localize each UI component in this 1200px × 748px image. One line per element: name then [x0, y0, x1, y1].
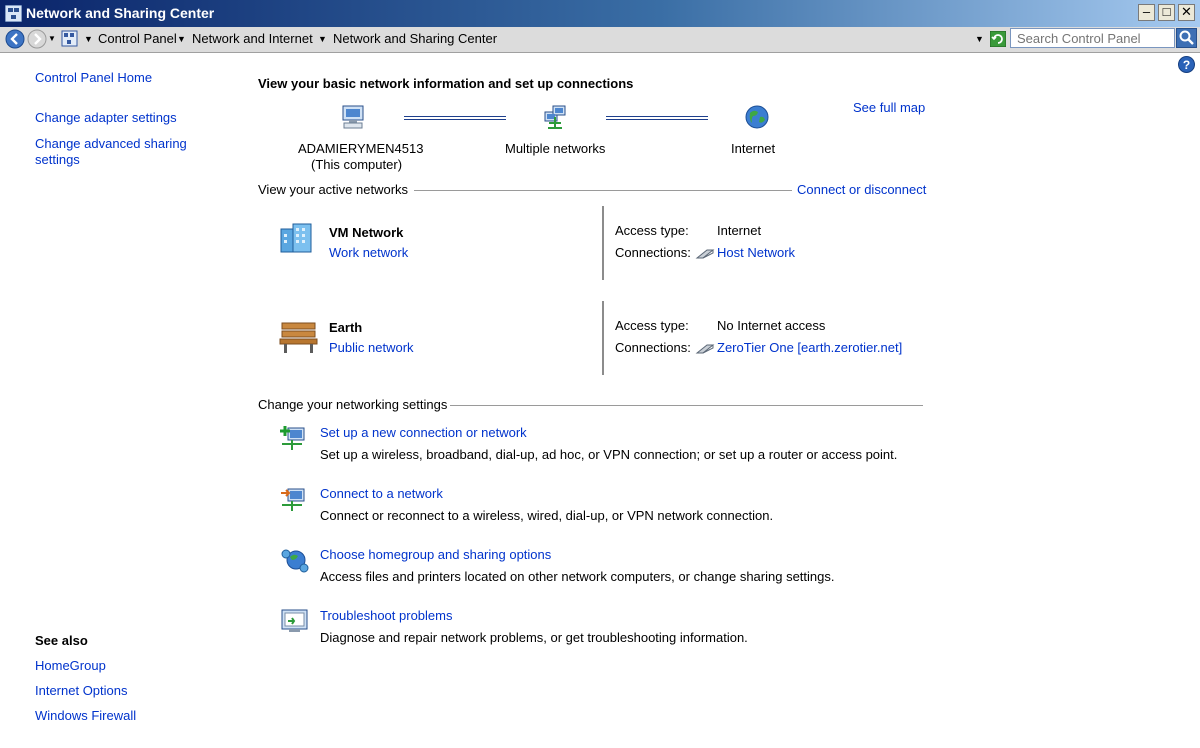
- search-icon: [1177, 29, 1196, 47]
- control-panel-icon: [61, 30, 78, 47]
- access-type-label: Access type:: [615, 318, 689, 333]
- title-bar: [0, 0, 1200, 28]
- section-divider: [450, 405, 923, 406]
- close-button[interactable]: ✕: [1178, 4, 1195, 21]
- crumb-arrow-icon[interactable]: ▼: [318, 34, 327, 44]
- search-button[interactable]: [1176, 28, 1197, 48]
- connections-label: Connections:: [615, 340, 691, 355]
- connect-or-disconnect-link[interactable]: Connect or disconnect: [797, 182, 927, 197]
- network-category-link[interactable]: Public network: [329, 340, 414, 355]
- ethernet-adapter-icon: [695, 247, 715, 260]
- connections-label: Connections:: [615, 245, 691, 260]
- setup-new-connection-link[interactable]: Set up a new connection or network: [320, 425, 527, 440]
- internet-options-link[interactable]: Internet Options: [35, 683, 128, 698]
- back-icon[interactable]: [5, 29, 25, 49]
- address-bar: [0, 27, 1200, 53]
- network-name: Earth: [329, 320, 363, 335]
- homegroup-sharing-icon: [280, 546, 310, 574]
- crumb-arrow-icon[interactable]: ▼: [84, 34, 93, 44]
- new-connection-icon: [280, 424, 310, 452]
- history-chevron-icon[interactable]: ▼: [48, 34, 56, 43]
- connect-to-network-icon: [280, 485, 310, 513]
- change-settings-heading: Change your networking settings: [258, 397, 448, 412]
- active-networks-heading: View your active networks: [258, 182, 409, 197]
- troubleshoot-problems-link[interactable]: Troubleshoot problems: [320, 608, 453, 623]
- task-description: Connect or reconnect to a wireless, wired, dial-up, or VPN network connection.: [320, 508, 774, 523]
- breadcrumb-network-and-internet[interactable]: Network and Internet: [192, 31, 313, 46]
- task-description: Access files and printers located on other network computers, or change sharing settings.: [320, 569, 835, 584]
- crumb-arrow-icon[interactable]: ▼: [177, 34, 186, 44]
- svg-text:?: ?: [1182, 58, 1191, 72]
- search-input[interactable]: [1010, 28, 1175, 48]
- map-connection-line: [606, 116, 708, 120]
- windows-firewall-link[interactable]: Windows Firewall: [35, 708, 137, 723]
- task-description: Set up a wireless, broadband, dial-up, ad hoc, or VPN connection; or set up a router or access point.: [320, 447, 898, 462]
- multiple-networks-icon: [543, 104, 569, 130]
- breadcrumb-control-panel[interactable]: Control Panel: [98, 31, 177, 46]
- homegroup-sharing-options-link[interactable]: Choose homegroup and sharing options: [320, 547, 552, 562]
- network-divider: [602, 206, 604, 280]
- network-name: VM Network: [329, 225, 404, 240]
- network-divider: [602, 301, 604, 375]
- internet-label: Internet: [731, 141, 776, 156]
- network-category-link[interactable]: Work network: [329, 245, 409, 260]
- public-network-bench-icon: [279, 320, 319, 354]
- connection-link[interactable]: Host Network: [717, 245, 796, 260]
- connect-to-network-link[interactable]: Connect to a network: [320, 486, 443, 501]
- section-divider: [414, 190, 792, 191]
- help-icon[interactable]: [1178, 56, 1195, 73]
- minimize-button[interactable]: –: [1138, 4, 1155, 21]
- computer-icon: [340, 104, 366, 130]
- access-type-value: No Internet access: [717, 318, 826, 333]
- see-also-heading: See also: [35, 633, 88, 648]
- refresh-icon[interactable]: [990, 31, 1006, 47]
- address-dropdown-icon[interactable]: ▼: [975, 34, 984, 44]
- control-panel-home-link[interactable]: Control Panel Home: [35, 70, 153, 85]
- forward-icon[interactable]: [27, 29, 47, 49]
- multiple-networks-label[interactable]: Multiple networks: [505, 141, 606, 156]
- internet-globe-icon: [744, 104, 770, 130]
- task-description: Diagnose and repair network problems, or get troubleshooting information.: [320, 630, 748, 645]
- ethernet-adapter-icon: [695, 342, 715, 355]
- see-full-map-link[interactable]: See full map: [853, 100, 926, 115]
- change-advanced-sharing-settings-link[interactable]: Change advanced sharing settings: [35, 136, 187, 167]
- homegroup-link[interactable]: HomeGroup: [35, 658, 106, 673]
- access-type-value: Internet: [717, 223, 762, 238]
- network-center-icon: [5, 5, 22, 22]
- connection-link[interactable]: ZeroTier One [earth.zerotier.net]: [717, 340, 903, 355]
- maximize-button[interactable]: □: [1158, 4, 1175, 21]
- change-adapter-settings-link[interactable]: Change adapter settings: [35, 110, 177, 125]
- map-connection-line: [404, 116, 506, 120]
- access-type-label: Access type:: [615, 223, 689, 238]
- window-title: Network and Sharing Center: [26, 5, 215, 21]
- this-computer-label: (This computer): [311, 157, 403, 172]
- troubleshoot-icon: [280, 607, 310, 635]
- page-title: View your basic network information and set up connections: [258, 76, 634, 91]
- work-network-icon: [279, 222, 317, 256]
- breadcrumb-network-and-sharing-center[interactable]: Network and Sharing Center: [333, 31, 498, 46]
- computer-name: ADAMIERYMEN4513: [298, 141, 424, 156]
